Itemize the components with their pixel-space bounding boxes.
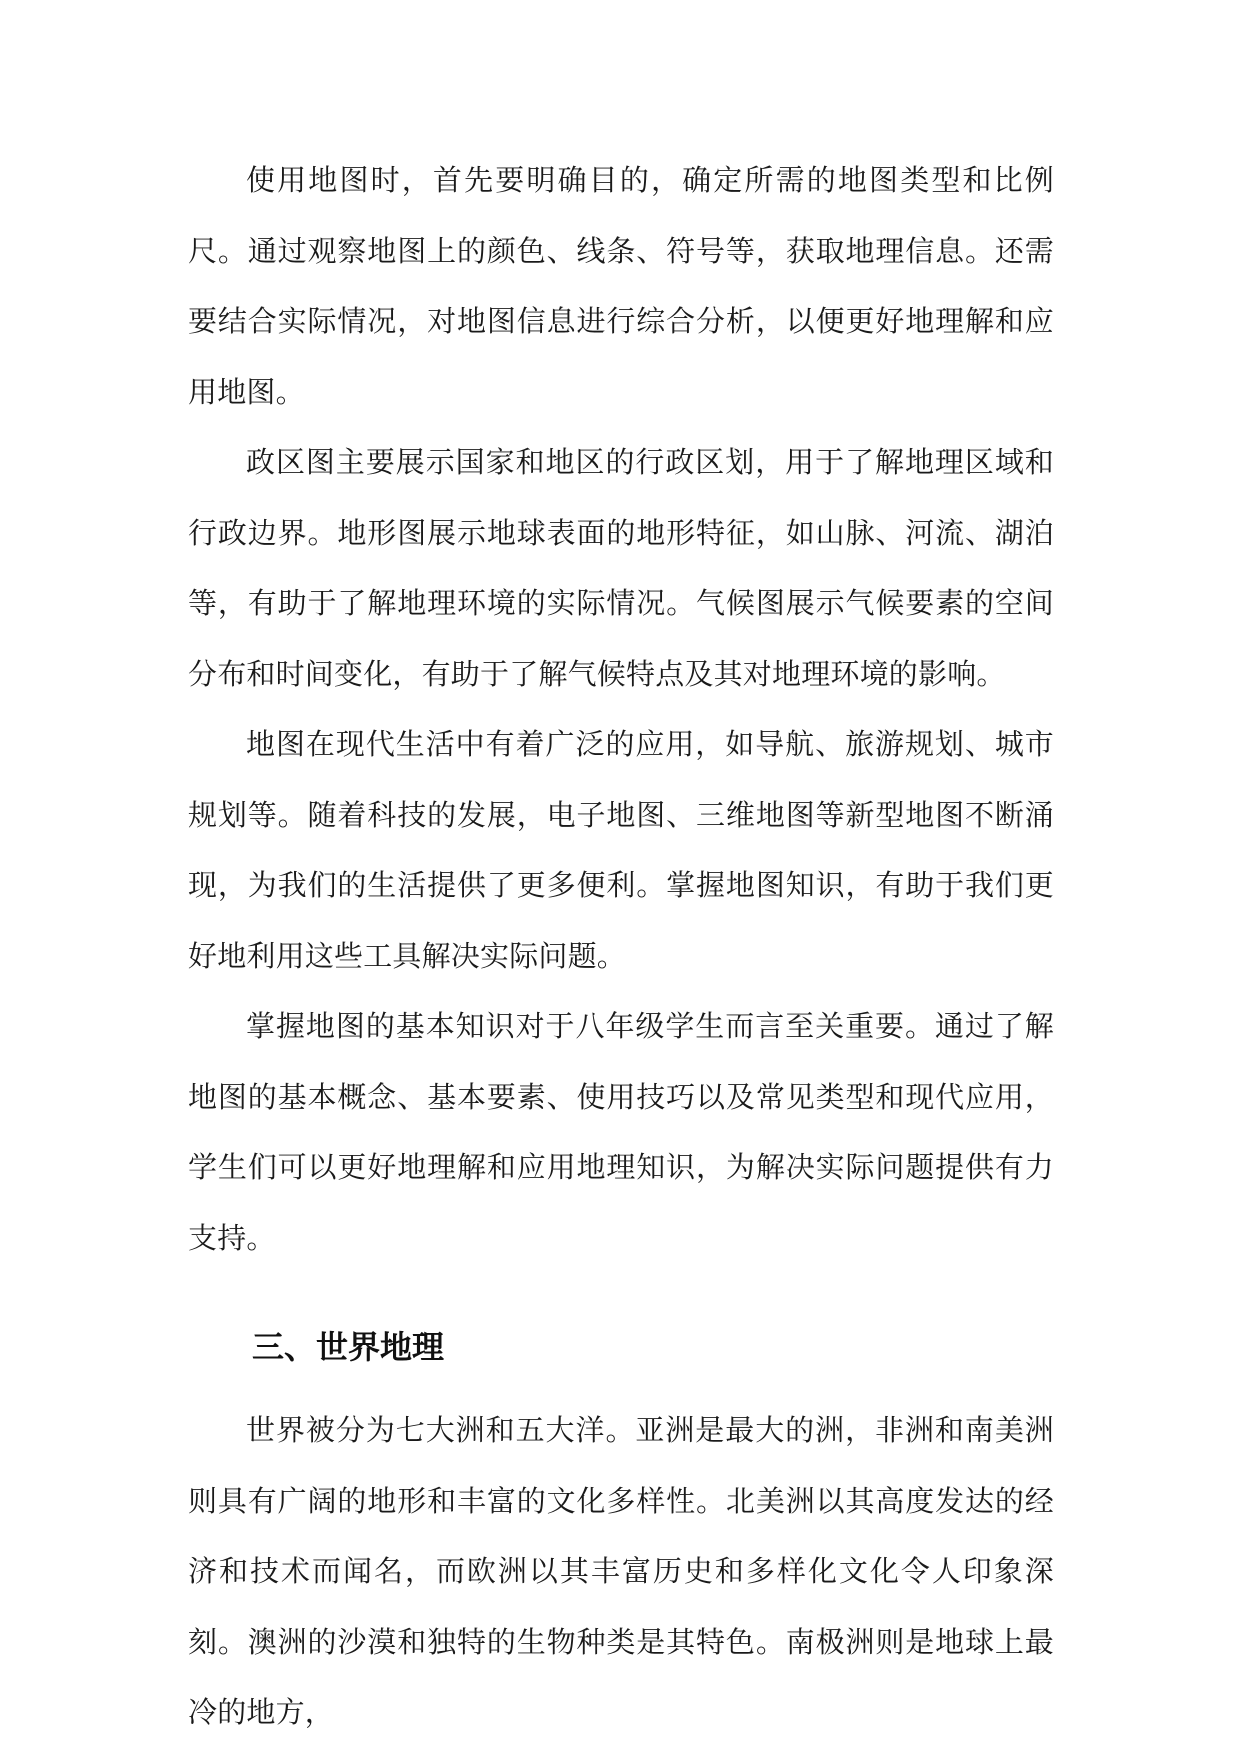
section-heading: 三、世界地理 [252, 1328, 445, 1366]
paragraph-map-summary: 掌握地图的基本知识对于八年级学生而言至关重要。通过了解地图的基本概念、基本要素、使用技巧以及常见类型和现代应用，学生们可以更好地理解和应用地理知识，为解决实际问题提供有力支持。 [188, 1009, 1054, 1255]
paragraph-map-usage: 使用地图时，首先要明确目的，确定所需的地图类型和比例尺。通过观察地图上的颜色、线条、符号等，获取地理信息。还需要结合实际情况，对地图信息进行综合分析，以便更好地理解和应用地图。 [188, 163, 1054, 409]
document-body [188, 145, 1054, 1748]
paragraph-map-types: 政区图主要展示国家和地区的行政区划，用于了解地理区域和行政边界。地形图展示地球表面的地形特征，如山脉、河流、湖泊等，有助于了解地理环境的实际情况。气候图展示气候要素的空间分布和时间变化，有助于了解气候特点及其对地理环境的影响。 [188, 445, 1054, 691]
paragraph-world-geography: 世界被分为七大洲和五大洋。亚洲是最大的洲，非洲和南美洲则具有广阔的地形和丰富的文化多样性。北美洲以其高度发达的经济和技术而闻名，而欧洲以其丰富历史和多样化文化令人印象深刻。澳洲的沙漠和独特的生物种类是其特色。南极洲则是地球上最冷的地方， [188, 1413, 1054, 1729]
paragraph-map-applications: 地图在现代生活中有着广泛的应用，如导航、旅游规划、城市规划等。随着科技的发展，电子地图、三维地图等新型地图不断涌现，为我们的生活提供了更多便利。掌握地图知识，有助于我们更好地利用这些工具解决实际问题。 [188, 727, 1054, 973]
